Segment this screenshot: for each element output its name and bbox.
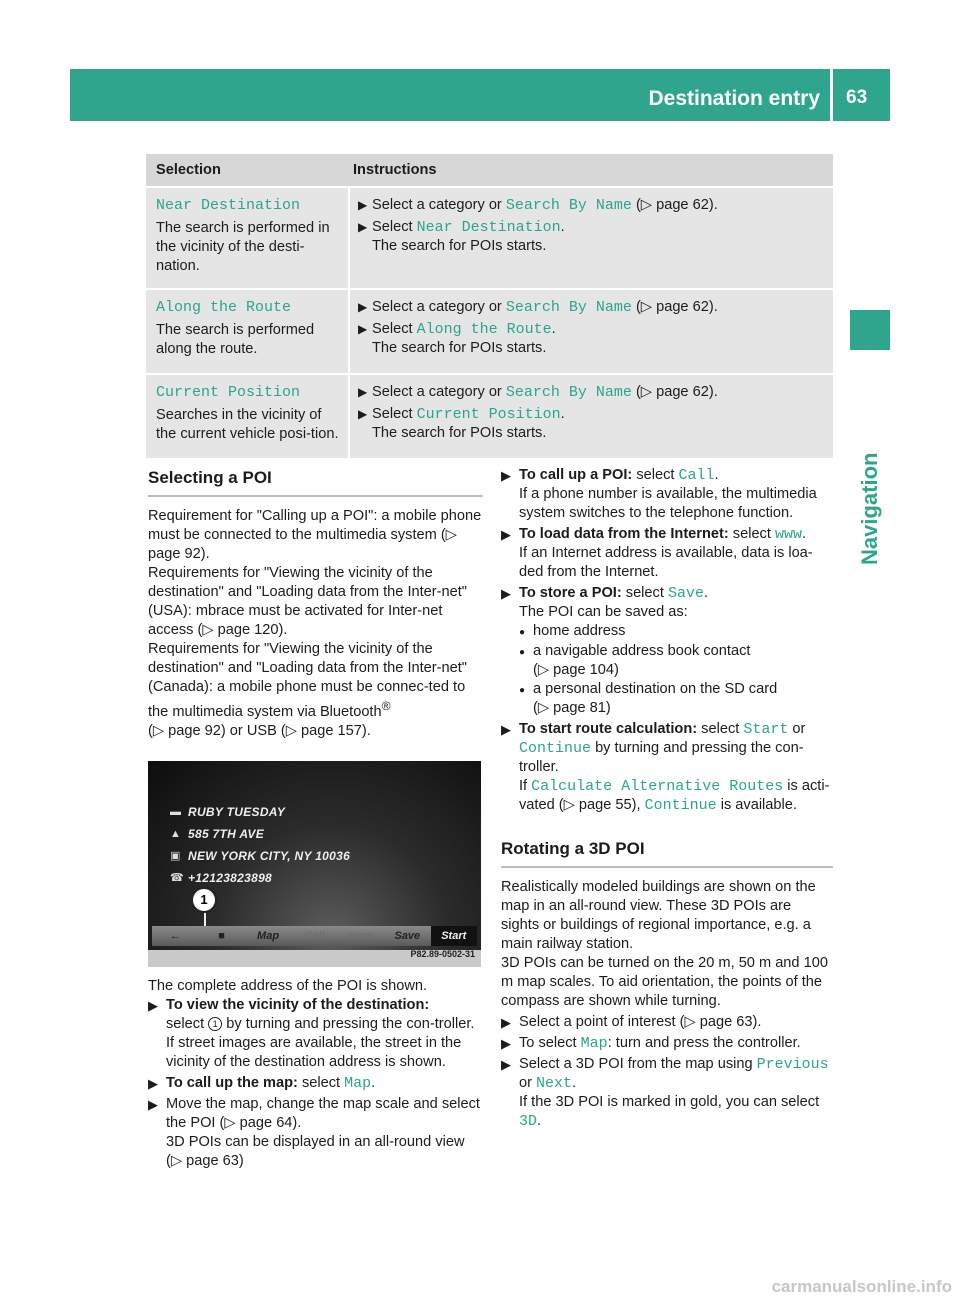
page-reference: (▷ page 62). [631,299,718,315]
step-arrow-icon: ▶ [501,527,511,542]
option-current-position: Current Position [156,384,301,401]
step-title: To store a POI: [519,585,622,601]
menu-item-continue: Continue [519,740,592,757]
instruction-step [358,320,825,358]
step-note: The search for POIs starts. [372,340,547,356]
step-note: The search for POIs starts. [372,238,547,254]
menu-item-continue: Continue [644,797,717,814]
step-view-vicinity [148,996,483,1072]
step-title: To call up the map: [166,1074,298,1091]
step-note: If an Internet address is available, data is loa-ded from the Internet. [519,545,813,580]
paragraph: Requirements for "Viewing the vicinity of the destination" and "Loading data from the Inter-net" (USA): mbrace must be activated for Inter-net access (▷ page 120). [148,565,467,638]
step-arrow-icon: ▶ [501,1015,511,1030]
step-store-poi [501,584,833,622]
instruction-step [358,298,825,317]
step-text: or [788,721,806,737]
instruction-step [358,405,825,443]
page-reference: (▷ page 81) [533,700,611,716]
menu-item-search-by-name: Search By Name [505,197,632,214]
row-description: The search is performed along the route. [156,322,315,357]
table-header [146,154,833,186]
step-text: Select [372,321,417,337]
step-call-poi [501,466,833,523]
poi-phone-row [170,869,272,888]
step-title: To view the vicinity of the destination: [166,996,430,1013]
address-book-icon[interactable]: ■ [218,929,225,942]
column-header-selection: Selection [156,162,221,178]
step-text: . [560,219,565,235]
step-arrow-icon: ▶ [358,300,368,314]
step-note: If street images are available, the street in the vicinity of the destination address is shown. [166,1034,462,1070]
menu-item-along-the-route: Along the Route [416,321,552,338]
step-text: is acti-vated (▷ page 55), [519,778,830,813]
menu-www[interactable]: www [348,929,374,942]
menu-map[interactable]: Map [257,929,280,942]
step-arrow-icon: ▶ [148,1096,158,1112]
step-start-route [501,720,833,815]
table-row [146,290,833,373]
poi-phone: +12123823898 [188,870,273,885]
menu-call[interactable]: Call [304,929,325,942]
option-along-the-route: Along the Route [156,299,292,316]
step-text: . [703,585,709,601]
step-text: Select a 3D POI from the map using [519,1056,757,1072]
menu-item-previous: Previous [756,1056,829,1073]
paragraph-text: (▷ page 92) or USB (▷ page 157). [148,722,371,739]
step-text: : turn and press the controller. [607,1035,801,1051]
step-text: select [697,721,744,737]
paragraph-text: Requirements for "Viewing the vicinity of the destination" and "Loading data from the Inter-net" (Canada): a mobile phone must be connec-ted to the multimedia system via Bluetooth [148,641,467,720]
watermark: carmanualsonline.info [771,1277,952,1296]
page-reference: (▷ page 62). [631,197,718,213]
step-text: . [371,1074,376,1091]
poi-name-row [170,803,285,822]
menu-item-near-destination: Near Destination [416,219,561,236]
selection-table [146,154,833,460]
column-header-instructions: Instructions [353,162,437,178]
step-note: The search for POIs starts. [372,425,547,441]
phone-icon: ☎ [170,871,185,884]
list-item-text: a navigable address book contact [533,643,751,659]
step-text: Select a point of interest (▷ page 63). [519,1014,762,1030]
step-text: or [519,1075,537,1091]
step-arrow-icon: ▶ [501,722,511,737]
step-note: If a phone number is available, the multimedia system switches to the telephone function. [519,486,817,521]
table-row [146,188,833,288]
car-icon: ▬ [170,805,182,818]
bullet-icon: ● [519,627,526,638]
step-arrow-icon: ▶ [358,322,368,336]
poi-street: 585 7TH AVE [188,826,264,841]
step-arrow-icon: ▶ [501,468,511,483]
poi-street-row [170,825,264,844]
step-arrow-icon: ▶ [501,1057,511,1072]
paragraph [148,640,483,741]
page-reference: (▷ page 62). [631,384,718,400]
step-text: select [728,526,775,542]
step-text: . [714,467,719,483]
menu-save[interactable]: Save [394,929,421,942]
step-text: Select [372,219,417,235]
menu-item-map: Map [344,1074,372,1092]
section-heading-rotating-3d-poi: Rotating a 3D POI [501,837,833,868]
nav-menu-bar [152,926,477,946]
header-divider [830,69,833,121]
step-text: select [632,467,679,483]
step-note: The POI can be saved as: [519,604,688,620]
menu-item-search-by-name: Search By Name [505,384,632,401]
row-description: The search is performed in the vicinity of the desti-nation. [156,220,330,274]
list-item [501,680,833,718]
poi-name: RUBY TUESDAY [188,804,286,819]
list-item-text: a personal destination on the SD card [533,681,778,697]
menu-item-map: Map [580,1035,608,1052]
list-item [501,622,833,642]
step-text: Select [372,406,417,422]
left-column [148,466,483,1171]
step-text: by turning and pressing the con-troller. [222,1015,475,1032]
step-text: To select [519,1035,581,1051]
step-load-internet [501,525,833,582]
step-move-map [148,1095,483,1171]
step-arrow-icon: ▶ [358,407,368,421]
step-select-map [501,1034,833,1053]
right-column [501,466,833,1131]
menu-item-save: Save [667,585,704,602]
instruction-step [358,383,825,402]
step-text: . [537,1113,542,1129]
step-arrow-icon: ▶ [358,198,368,212]
step-text: . [560,406,565,422]
page-number: 63 [846,87,868,108]
list-item-text: home address [533,623,626,639]
caption: The complete address of the POI is shown. [148,977,428,994]
instruction-step [358,218,825,256]
section-heading-selecting-poi: Selecting a POI [148,466,483,497]
step-note: 3D POIs can be displayed in an all-round view (▷ page 63) [166,1133,465,1169]
step-text: Select a category or [372,384,506,400]
menu-item-calculate-alternative-routes: Calculate Alternative Routes [531,778,784,795]
callout-1: 1 [191,887,217,913]
paragraph: Realistically modeled buildings are shown on the map in an all-round view. These 3D POIs are sights or buildings of regional importance, e.g. a main railway station. [501,879,816,952]
poi-city: NEW YORK CITY, NY 10036 [188,848,351,863]
table-row [146,375,833,458]
step-arrow-icon: ▶ [501,1036,511,1051]
paragraph: Requirement for "Calling up a POI": a mobile phone must be connected to the multimedia system (▷ page 92). [148,508,482,562]
section-tab-label: Navigation [857,452,882,565]
step-text: . [551,321,556,337]
bullet-icon: ● [519,647,526,658]
location-icon: ▲ [170,827,182,840]
step-text: by turning and pressing the con-troller. [519,740,804,775]
step-arrow-icon: ▶ [148,1075,158,1091]
step-text: select [297,1074,345,1091]
page-reference: (▷ page 104) [533,662,619,678]
step-select-poi [501,1013,833,1032]
step-text: Select a category or [372,299,506,315]
menu-item-www: www [774,526,802,543]
city-icon: ▣ [170,849,181,862]
menu-item-3d: 3D [519,1113,538,1130]
poi-city-row [170,847,350,866]
step-title: To start route calculation: [519,721,698,737]
step-arrow-icon: ▶ [358,220,368,234]
step-call-up-map [148,1074,483,1093]
menu-item-start: Start [743,721,789,738]
image-code: P82.89-0502-31 [410,948,475,959]
step-note: If the 3D POI is marked in gold, you can select [519,1094,820,1110]
callout-1-reference: 1 [208,1017,222,1031]
step-text: Select a category or [372,197,506,213]
step-title: To call up a POI: [519,467,633,483]
paragraph: 3D POIs can be turned on the 20 m, 50 m and 100 m map scales. To aid orientation, the points of the compass are shown while turning. [501,955,828,1009]
step-text: If [519,778,532,794]
menu-item-current-position: Current Position [416,406,561,423]
row-description: Searches in the vicinity of the current vehicle posi-tion. [156,407,339,442]
step-text: . [801,526,807,542]
list-item [501,642,833,680]
menu-item-next: Next [536,1075,573,1092]
page-header-title: Destination entry [648,87,820,110]
menu-item-search-by-name: Search By Name [505,299,632,316]
menu-start[interactable]: Start [431,926,477,946]
step-arrow-icon: ▶ [501,586,511,601]
registered-mark: ® [381,699,391,713]
menu-item-call: Call [678,467,715,484]
nav-screen-image [148,761,481,967]
step-arrow-icon: ▶ [148,997,158,1013]
step-arrow-icon: ▶ [358,385,368,399]
step-select-3d-poi [501,1055,833,1131]
step-title: To load data from the Internet: [519,526,729,542]
bullet-icon: ● [519,685,526,696]
option-near-destination: Near Destination [156,197,301,214]
instruction-step [358,196,825,215]
step-text: select [166,1015,209,1032]
step-text: . [572,1075,577,1091]
back-icon[interactable]: ← [169,929,181,942]
step-text: Move the map, change the map scale and select the POI (▷ page 64). [166,1095,480,1131]
step-text: is available. [716,797,797,813]
section-tab-marker [850,310,890,350]
step-text: select [621,585,668,601]
